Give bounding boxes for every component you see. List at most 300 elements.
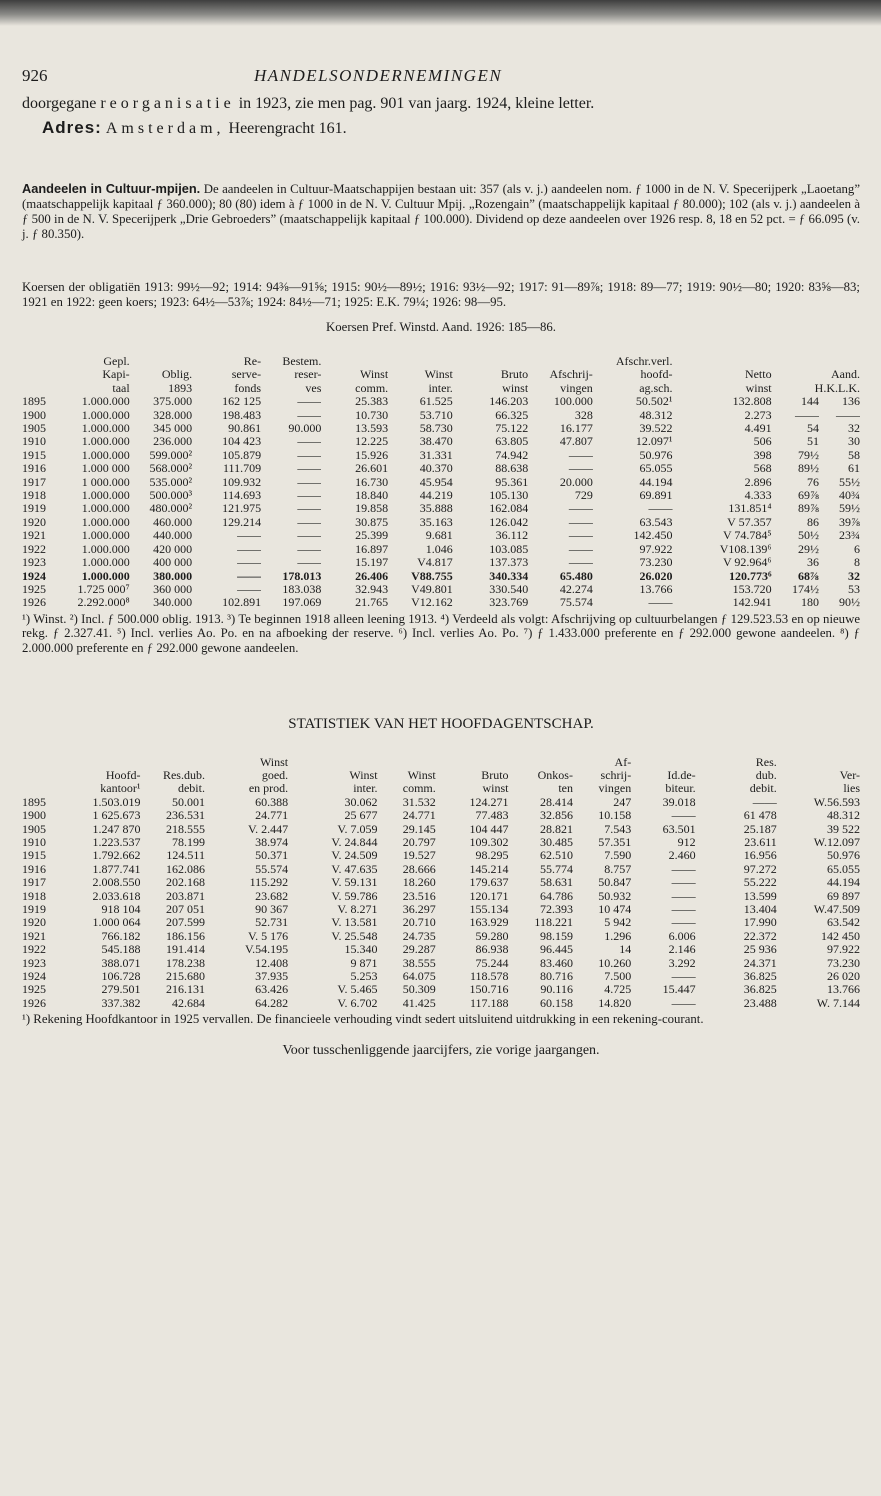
table-cell: V.54.195 <box>245 943 289 957</box>
table-cell: 1.000.000 <box>81 515 130 529</box>
column-header <box>631 756 695 769</box>
header-row <box>22 782 860 795</box>
address-line <box>22 118 860 139</box>
table-cell: 388.071 <box>101 956 141 970</box>
table-cell: 12.225 <box>355 435 389 449</box>
table-cell: 20.797 <box>402 835 436 849</box>
table-cell: 90.000 <box>288 422 322 436</box>
year-cell: 1905 <box>22 822 46 836</box>
table-cell: V. 2.447 <box>248 822 289 836</box>
table-row <box>22 823 860 836</box>
year-cell: 1923 <box>22 556 46 570</box>
year-cell: 1916 <box>22 462 46 476</box>
table-cell: 48.312 <box>639 408 673 422</box>
table-cell: 104 447 <box>469 822 509 836</box>
table-cell: 179.637 <box>469 876 509 890</box>
table-cell: 150.716 <box>469 983 509 997</box>
table-row <box>22 570 860 583</box>
table-cell: 103.085 <box>489 542 529 556</box>
column-header <box>22 355 61 368</box>
table-cell: —— <box>836 408 860 422</box>
table-cell: —— <box>237 582 262 596</box>
table-cell: —— <box>237 556 262 570</box>
table-cell: V 92.964⁶ <box>722 556 772 570</box>
company-figures-notes: ¹) Winst. ²) Incl. ƒ 500.000 oblig. 1913. ³) Te beginnen 1918 alleen leening 1913. ⁴) Verdeeld als volgt: Afschrijving op cultuurbelangen ƒ 129.523.53 en op nieuwe rekg. ƒ 2.327.41. ⁵) Incl. verlies Ao. Po. en na afboeking der reserve. ⁶) Incl. verlies Ao. Po. ⁷) ƒ 1.433.000 preferente en ƒ 292.000 gewone aandeelen. ⁸) ƒ 2.000.000 preferente en ƒ 292.000 gewone aandeelen. <box>22 611 860 655</box>
table-cell: 420 000 <box>153 542 193 556</box>
table-cell: 535.000² <box>149 475 193 489</box>
shares-title: Aandeelen in Cultuur-mpijen. <box>22 181 201 196</box>
year-cell: 1920 <box>22 916 46 930</box>
table-cell: 13.599 <box>743 889 777 903</box>
table-cell: 2.033.618 <box>92 889 141 903</box>
table-cell: 142.941 <box>732 596 772 610</box>
year-cell: 1895 <box>22 795 46 809</box>
table-cell: —— <box>297 408 322 422</box>
table-cell: 90 367 <box>255 902 289 916</box>
table-cell: 35.888 <box>419 502 453 516</box>
shares-text: De aandeelen in Cultuur-Maatschappijen bestaan uit: 357 (als v. j.) aandeelen nom. ƒ 1000 in de N. V. Specerijperk „Laoetang” (maatschappelijk kapitaal ƒ 360.000); 80 (80) idem à ƒ 1000 in de N. V. Cultuur Mpij. „Rozengain” (maatschappelijk kapitaal ƒ 80.000); 102 (als v. j.) aandeelen à ƒ 500 in de N. V. Specerijperk „Drie Gebroeders” (maatschappelijk kapitaal ƒ 100.000). Dividend op deze aandeelen over 1926 resp. 8, 18 en 52 pct. = ƒ 66.095 (v. j. ƒ 80.350). <box>22 182 860 241</box>
table-row <box>22 997 860 1010</box>
table-row <box>22 462 860 475</box>
table-cell: 2.146 <box>668 943 696 957</box>
table-cell: 18.840 <box>355 489 389 503</box>
table-cell: 90½ <box>839 596 860 610</box>
table-row <box>22 809 860 822</box>
column-header <box>22 756 59 769</box>
table-cell: 111.709 <box>222 462 262 476</box>
column-header: inter. <box>428 381 453 395</box>
column-header: Id.de- <box>667 768 696 782</box>
column-header <box>509 756 573 769</box>
address-label: Adres: <box>42 118 102 137</box>
table-cell: 28.821 <box>539 822 573 836</box>
year-cell: 1895 <box>22 395 46 409</box>
table-cell: 16.177 <box>559 422 593 436</box>
address-street: Heerengracht 161. <box>228 120 347 137</box>
year-cell: 1919 <box>22 902 46 916</box>
column-header: Winst <box>259 755 289 769</box>
table-cell: 197.069 <box>282 596 322 610</box>
table-cell: 25.187 <box>743 822 777 836</box>
table-cell: 145.214 <box>469 862 509 876</box>
table-cell: 64.282 <box>255 996 289 1010</box>
table-cell: 36 <box>807 556 819 570</box>
table-cell: 162.086 <box>165 862 205 876</box>
table-cell: 29.145 <box>402 822 436 836</box>
year-cell: 1917 <box>22 876 46 890</box>
table-cell: 97.922 <box>639 542 673 556</box>
table-row <box>22 395 860 408</box>
table-cell: 1.000.000 <box>81 529 130 543</box>
table-cell: 104 423 <box>222 435 262 449</box>
table-cell: 186.156 <box>165 929 205 943</box>
table-cell: —— <box>297 515 322 529</box>
intro-paragraph <box>22 94 860 114</box>
table-cell: 440.000 <box>153 529 193 543</box>
column-header: winst <box>745 381 772 395</box>
column-header: Winst <box>349 768 378 782</box>
table-cell: 41.425 <box>402 996 436 1010</box>
table-cell: 7.590 <box>604 849 632 863</box>
page-number: 926 <box>22 66 48 85</box>
table-cell: 69⅞ <box>798 489 819 503</box>
column-header: serve- <box>231 368 262 382</box>
table-cell: V4.817 <box>417 556 453 570</box>
table-cell: 24.771 <box>402 809 436 823</box>
table-cell: 120.773⁶ <box>729 569 772 583</box>
table-cell: —— <box>671 916 696 930</box>
table-cell: —— <box>568 448 593 462</box>
table-cell: 13.593 <box>355 422 389 436</box>
table-cell: 28.666 <box>402 862 436 876</box>
table-cell: —— <box>671 876 696 890</box>
table-cell: 63.805 <box>495 435 529 449</box>
table-cell: 54 <box>807 422 819 436</box>
table-cell: 15.447 <box>662 983 696 997</box>
table-cell: 215.680 <box>165 970 205 983</box>
table-cell: 912 <box>677 835 696 849</box>
table-cell: 48.312 <box>827 809 860 823</box>
table-cell: 1.792.662 <box>92 849 141 863</box>
table-cell: 88.638 <box>495 462 529 476</box>
column-header: Res.dub. <box>162 768 205 782</box>
table-cell: 10.260 <box>598 956 632 970</box>
column-header: ag.sch. <box>639 381 673 395</box>
table-cell: 102.891 <box>222 596 262 610</box>
column-header <box>59 756 140 769</box>
table-cell: 32.943 <box>355 582 389 596</box>
table-cell: V. 13.581 <box>331 916 378 930</box>
column-header: Kapi- <box>102 368 130 382</box>
table-cell: 1.000 064 <box>92 916 141 930</box>
table-cell: 16.956 <box>743 849 777 863</box>
agency-statistics-header <box>22 756 860 796</box>
table-cell: 279.501 <box>101 983 141 997</box>
table-cell: 20.000 <box>559 475 593 489</box>
year-cell: 1900 <box>22 408 46 422</box>
table-cell: 32 <box>848 569 860 583</box>
table-cell: —— <box>297 556 322 570</box>
table-cell: 3.292 <box>668 956 696 970</box>
table-cell: 38.974 <box>255 835 289 849</box>
intro-lead: doorgegane <box>22 95 97 112</box>
table-cell: 72.393 <box>539 902 573 916</box>
table-row <box>22 916 860 929</box>
column-header: vingen <box>598 782 632 796</box>
table-cell: 106.728 <box>101 970 141 983</box>
table-cell: 323.769 <box>489 596 529 610</box>
table-cell: 174½ <box>792 582 819 596</box>
header-row <box>22 355 860 368</box>
agency-statistics-table <box>22 756 860 1011</box>
table-cell: 73.230 <box>639 556 673 570</box>
table-cell: 198.483 <box>222 408 262 422</box>
column-header: Winst <box>359 368 389 382</box>
column-header <box>141 756 205 769</box>
table-cell: 10.158 <box>598 809 632 823</box>
column-header <box>453 355 528 368</box>
table-cell: V. 59.131 <box>331 876 378 890</box>
table-cell: 1.000.000 <box>81 435 130 449</box>
year-cell: 1918 <box>22 889 46 903</box>
table-cell: 129.214 <box>222 515 262 529</box>
table-cell: 90.116 <box>540 983 573 997</box>
table-cell: 207 051 <box>165 902 205 916</box>
table-cell: 7.500 <box>604 970 632 983</box>
table-row <box>22 983 860 996</box>
column-header <box>777 756 860 769</box>
table-cell: 118.578 <box>469 970 509 983</box>
table-cell: 66.325 <box>495 408 529 422</box>
table-cell: 12.408 <box>255 956 289 970</box>
table-cell: 45.954 <box>419 475 453 489</box>
table-cell: 126.042 <box>489 515 529 529</box>
table-cell: V. 5 176 <box>248 929 289 943</box>
table-cell: 50.502¹ <box>635 395 673 409</box>
table-cell: 26.020 <box>639 569 673 583</box>
column-header <box>22 368 61 381</box>
year-cell: 1905 <box>22 422 46 436</box>
table-cell: —— <box>671 862 696 876</box>
table-cell: 80.716 <box>539 970 573 983</box>
column-header: comm. <box>402 782 436 796</box>
column-header: debit. <box>177 782 205 796</box>
table-cell: V88.755 <box>411 569 453 583</box>
column-header: comm. <box>355 381 389 395</box>
column-header: 1893 <box>168 381 193 395</box>
table-cell: 2.460 <box>668 849 696 863</box>
table-cell: 98.295 <box>475 849 509 863</box>
table-row <box>22 903 860 916</box>
table-cell: 155.134 <box>469 902 509 916</box>
table-cell: 6 <box>854 542 860 556</box>
table-cell: 25 936 <box>743 943 777 957</box>
column-header <box>22 782 59 795</box>
column-header: biteur. <box>665 782 696 796</box>
table-cell: 61 <box>848 462 860 476</box>
table-cell: 6.006 <box>668 929 696 943</box>
table-cell: 328.000 <box>153 408 193 422</box>
column-header: debit. <box>749 782 777 796</box>
year-cell: 1923 <box>22 956 46 970</box>
year-cell: 1922 <box>22 542 46 556</box>
table-cell: 1.000 000 <box>81 462 130 476</box>
column-header: Bruto <box>481 768 509 782</box>
table-cell: 117.188 <box>469 996 509 1010</box>
table-cell: 109.302 <box>469 835 509 849</box>
table-cell: 47.807 <box>559 435 593 449</box>
table-cell: —— <box>752 795 777 809</box>
bond-prices-paragraph: Koersen der obligatiën 1913: 99½—92; 1914: 94⅜—91⅝; 1915: 90½—89½; 1916: 93½—92; 1917: 91—89⅞; 1918: 89—77; 1919: 90½—80; 1920: 83⅝—83; 1921 en 1922: geen koers; 1923: 64½—53⅞; 1924: 84½—71; 1925: E.K. 79¼; 1926: 98—95. <box>22 280 860 309</box>
table-cell: V. 6.702 <box>337 996 378 1010</box>
table-cell: 1.503.019 <box>92 795 141 809</box>
table-cell: 1.877.741 <box>92 862 141 876</box>
table-cell: 73.230 <box>827 956 860 970</box>
table-cell: 26.601 <box>355 462 389 476</box>
table-cell: 1.000.000 <box>81 502 130 516</box>
table-cell: 61 478 <box>743 809 777 823</box>
table-cell: 142 450 <box>821 929 860 943</box>
table-cell: 5 942 <box>604 916 632 930</box>
table-cell: 115.292 <box>249 876 289 890</box>
address-city: Amsterdam, <box>105 120 225 137</box>
table-cell: 68⅞ <box>798 569 819 583</box>
table-cell: 118.221 <box>534 916 573 930</box>
column-header: fonds <box>234 381 262 395</box>
column-header: goed. <box>261 768 289 782</box>
table-row <box>22 849 860 862</box>
table-cell: 39.522 <box>639 422 673 436</box>
column-header: Bruto <box>500 368 529 382</box>
table-cell: 89⅞ <box>798 502 819 516</box>
column-header <box>528 355 593 368</box>
year-cell: 1900 <box>22 809 46 823</box>
column-header: schrij- <box>600 768 632 782</box>
table-cell: 2.008.550 <box>92 876 141 890</box>
table-cell: 1.000.000 <box>81 489 130 503</box>
table-cell: 58 <box>848 448 860 462</box>
column-header: vingen <box>560 381 593 395</box>
table-cell: 30 <box>848 435 860 449</box>
table-row <box>22 409 860 422</box>
table-row <box>22 970 860 983</box>
table-cell: 75.122 <box>495 422 529 436</box>
table-cell: 69.891 <box>639 489 673 503</box>
running-head: HANDELSONDERNEMINGEN <box>254 66 503 85</box>
table-cell: 55.774 <box>539 862 573 876</box>
table-cell: 62.510 <box>539 849 573 863</box>
table-cell: 36.112 <box>495 529 529 543</box>
table-cell: 25.383 <box>355 395 389 409</box>
table-cell: 21.765 <box>355 596 389 610</box>
year-cell: 1922 <box>22 943 46 957</box>
table-cell: 1.000.000 <box>81 422 130 436</box>
year-cell: 1916 <box>22 862 46 876</box>
year-cell: 1926 <box>22 596 46 610</box>
table-cell: 10.730 <box>355 408 389 422</box>
year-cell: 1925 <box>22 983 46 997</box>
table-cell: 78.199 <box>171 835 205 849</box>
column-header: Aand. <box>831 368 860 382</box>
table-cell: 96.445 <box>539 943 573 957</box>
table-cell: 568 <box>753 462 772 476</box>
column-header: Oblig. <box>161 368 193 382</box>
table-cell: 236.531 <box>165 809 205 823</box>
table-cell: 97.922 <box>827 943 860 957</box>
column-header <box>378 756 436 769</box>
table-cell: 330.540 <box>489 582 529 596</box>
column-header: Re- <box>243 355 262 368</box>
table-cell: —— <box>297 395 322 409</box>
table-cell: 918 104 <box>101 902 141 916</box>
table-cell: —— <box>297 475 322 489</box>
table-cell: 109.932 <box>222 475 262 489</box>
table-cell: 247 <box>613 795 632 809</box>
table-cell: —— <box>568 542 593 556</box>
table-cell: 25.399 <box>355 529 389 543</box>
column-header <box>673 355 772 368</box>
table-cell: 114.693 <box>222 489 262 503</box>
table-cell: 50.976 <box>639 448 673 462</box>
document-page <box>22 58 860 1061</box>
table-cell: 14.820 <box>598 996 632 1010</box>
table-cell: 32 <box>848 422 860 436</box>
table-cell: 4.333 <box>744 489 772 503</box>
table-cell: 1 000.000 <box>81 475 130 489</box>
table-cell: V. 7.059 <box>337 822 378 836</box>
table-cell: 35.163 <box>419 515 453 529</box>
table-cell: 162 125 <box>222 395 262 409</box>
column-header: ten <box>558 782 573 796</box>
table-cell: 50.001 <box>171 795 205 809</box>
table-cell: 26.406 <box>355 569 389 583</box>
table-cell: 398 <box>753 448 772 462</box>
table-cell: 75.574 <box>559 596 593 610</box>
table-cell: 2.896 <box>744 475 772 489</box>
table-cell: 69 897 <box>827 889 860 903</box>
table-cell: 60.388 <box>255 795 289 809</box>
table-cell: 137.373 <box>489 556 529 570</box>
table-cell: 1.000.000 <box>81 556 130 570</box>
table-cell: 132.808 <box>732 395 772 409</box>
table-cell: 16.730 <box>355 475 389 489</box>
table-row <box>22 836 860 849</box>
table-cell: 2.273 <box>744 408 772 422</box>
table-cell: 1.000.000 <box>81 569 130 583</box>
table-cell: 63.542 <box>827 916 860 930</box>
column-header: Bestem. <box>282 355 322 368</box>
table-row <box>22 957 860 970</box>
table-cell: —— <box>297 462 322 476</box>
table-cell: —— <box>671 996 696 1010</box>
table-cell: 30.062 <box>344 795 378 809</box>
table-cell: 131.851⁴ <box>728 502 772 516</box>
table-cell: 4.725 <box>604 983 632 997</box>
header-row <box>22 769 860 782</box>
table-cell: 55½ <box>839 475 860 489</box>
table-cell: 100.000 <box>553 395 593 409</box>
table-cell: 36.297 <box>402 902 436 916</box>
table-cell: 203.871 <box>165 889 205 903</box>
table-cell: 53.710 <box>419 408 453 422</box>
table-cell: 23.682 <box>255 889 289 903</box>
table-cell: 599.000² <box>149 448 193 462</box>
intro-rest: in 1923, zie men pag. 901 van jaarg. 1924, kleine letter. <box>238 95 595 112</box>
table-cell: V. 59.786 <box>331 889 378 903</box>
agency-statistics-notes: ¹) Rekening Hoofdkantoor in 1925 vervallen. De financieele verhouding vindt sedert uitsluitend uitdrukking in een rekening-courant. <box>22 1012 704 1027</box>
table-cell: 7.543 <box>604 822 632 836</box>
table-cell: 29½ <box>798 542 819 556</box>
column-header <box>130 355 192 368</box>
table-cell: 86.938 <box>475 943 509 957</box>
table-cell: 40¾ <box>839 489 860 503</box>
year-cell: 1910 <box>22 835 46 849</box>
table-cell: —— <box>671 902 696 916</box>
table-cell: 340.000 <box>153 596 193 610</box>
table-cell: 40.370 <box>419 462 453 476</box>
header-row <box>22 368 860 381</box>
table-cell: W.56.593 <box>813 795 860 809</box>
table-cell: V108.139⁶ <box>719 542 772 556</box>
table-row <box>22 422 860 435</box>
column-header: en prod. <box>248 782 289 796</box>
table-row <box>22 516 860 529</box>
company-figures-header <box>22 355 860 395</box>
table-cell: 545.188 <box>101 943 141 957</box>
table-cell: 63.543 <box>639 515 673 529</box>
table-cell: V. 5.465 <box>337 983 378 997</box>
table-cell: —— <box>568 515 593 529</box>
